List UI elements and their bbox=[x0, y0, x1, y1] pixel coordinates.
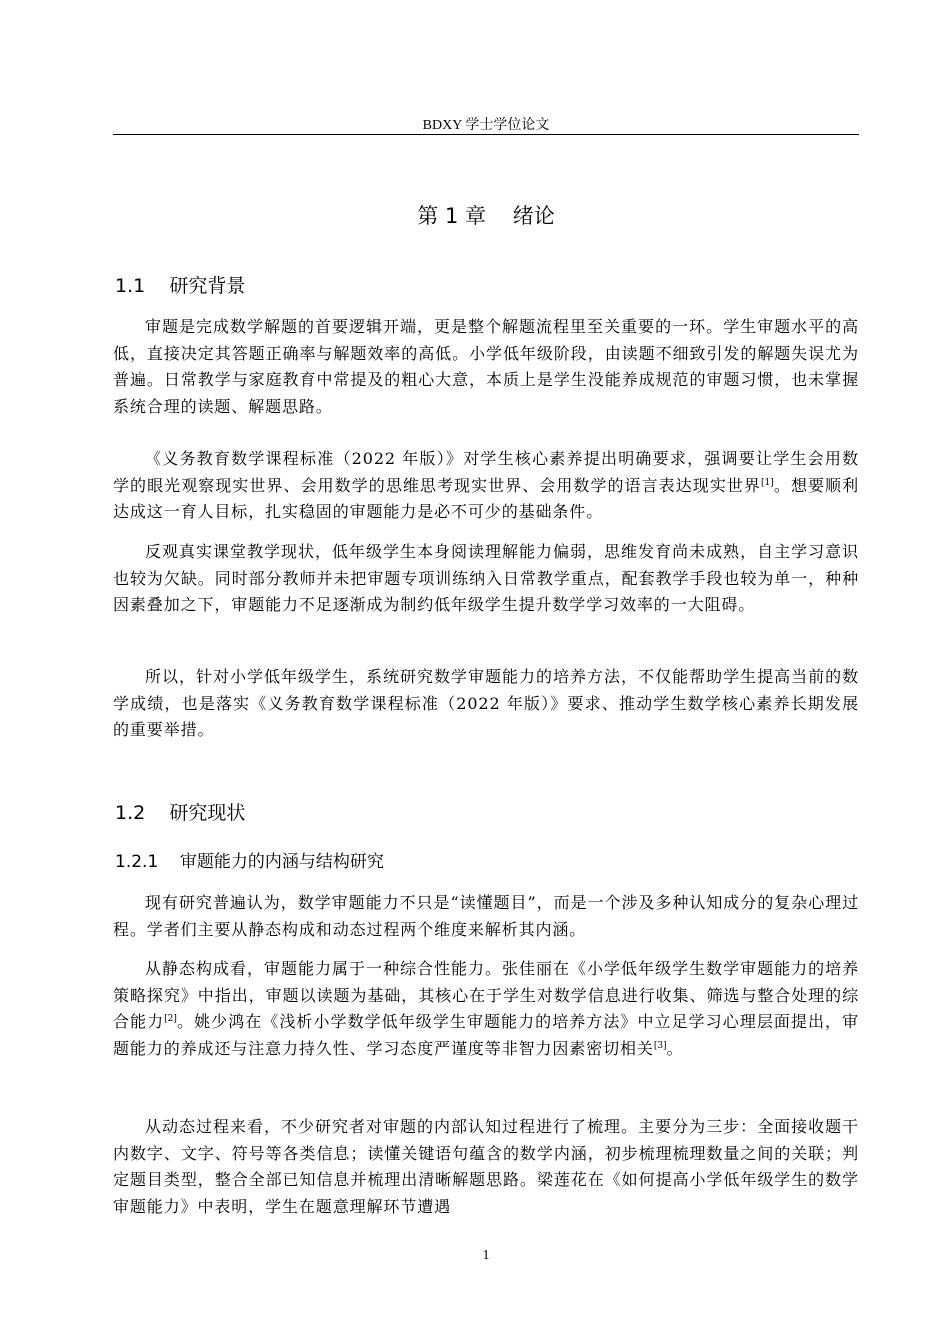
section-heading-1-1: 1.1 研究背景 bbox=[115, 275, 246, 297]
paragraph-6-text-b: 。姚少鸿在《浅析小学数学低年级学生审题能力的培养方法》中立足学习心理层面提出，审题能力的养成还与注意力持久性、学习态度严谨度等非智力因素密切相关 bbox=[113, 1012, 859, 1058]
paragraph-2-text-b: 。想要顺利达成这一育人目标，扎实稳固的审题能力是必不可少的基础条件。 bbox=[113, 475, 859, 521]
citation-3: [3] bbox=[653, 1040, 667, 1051]
running-header: BDXY 学士学位论文 bbox=[422, 118, 550, 133]
paragraph-5: 现有研究普遍认为，数学审题能力不只是“读懂题目”，而是一个涉及多种认知成分的复杂心理过程。学者们主要从静态构成和动态过程两个维度来解析其内涵。 bbox=[113, 893, 859, 939]
paragraph-4: 所以，针对小学低年级学生，系统研究数学审题能力的培养方法，不仅能帮助学生提高当前的数学成绩，也是落实《义务教育数学课程标准（2022 年版）》要求、推动学生数学核心素养长期发展的重要举措。 bbox=[113, 667, 859, 739]
header-rule bbox=[113, 134, 859, 135]
paragraph-7: 从动态过程来看，不少研究者对审题的内部认知过程进行了梳理。主要分为三步：全面接收题干内数字、文字、符号等各类信息；读懂关键语句蕴含的数学内涵，初步梳理梳理数量之间的关联；判定题目类型，整合全部已知信息并梳理出清晰解题思路。梁莲花在《如何提高小学低年级学生的数学审题能力》中表明，学生在题意理解环节遭遇 bbox=[113, 1117, 859, 1216]
paragraph-1: 审题是完成数学解题的首要逻辑开端，更是整个解题流程里至关重要的一环。学生审题水平的高低，直接决定其答题正确率与解题效率的高低。小学低年级阶段，由读题不细致引发的解题失误尤为普遍。日常教学与家庭教育中常提及的粗心大意，本质上是学生没能养成规范的审题习惯，也未掌握系统合理的读题、解题思路。 bbox=[113, 317, 859, 416]
subsection-heading-1-2-1: 1.2.1 审题能力的内涵与结构研究 bbox=[115, 852, 384, 872]
paragraph-2-text-a: 《义务教育数学课程标准（2022 年版）》对学生核心素养提出明确要求，强调要让学生会用数学的眼光观察现实世界、会用数学的思维思考现实世界、会用数学的语言表达现实世界 bbox=[113, 449, 859, 495]
citation-2: [2] bbox=[164, 1014, 177, 1024]
page-number: 1 bbox=[482, 1248, 490, 1263]
section-heading-1-2: 1.2 研究现状 bbox=[115, 802, 246, 824]
chapter-title: 第 1 章 绪论 bbox=[417, 204, 555, 228]
citation-1: [1] bbox=[760, 477, 774, 488]
paragraph-6-text-c: 。 bbox=[666, 1038, 684, 1058]
paragraph-6 bbox=[113, 956, 859, 1062]
paragraph-2 bbox=[113, 446, 859, 526]
paragraph-6-text-a: 从静态构成看，审题能力属于一种综合性能力。张佳丽在《小学低年级学生数学审题能力的培养策略探究》中指出，审题以读题为基础，其核心在于学生对数学信息进行收集、筛选与整合处理的综合能力 bbox=[113, 959, 859, 1031]
paragraph-3: 反观真实课堂教学现状，低年级学生本身阅读理解能力偏弱，思维发育尚未成熟，自主学习意识也较为欠缺。同时部分教师并未把审题专项训练纳入日常教学重点，配套教学手段也较为单一，种种因素叠加之下，审题能力不足逐渐成为制约低年级学生提升数学学习效率的一大阻碍。 bbox=[113, 542, 859, 614]
